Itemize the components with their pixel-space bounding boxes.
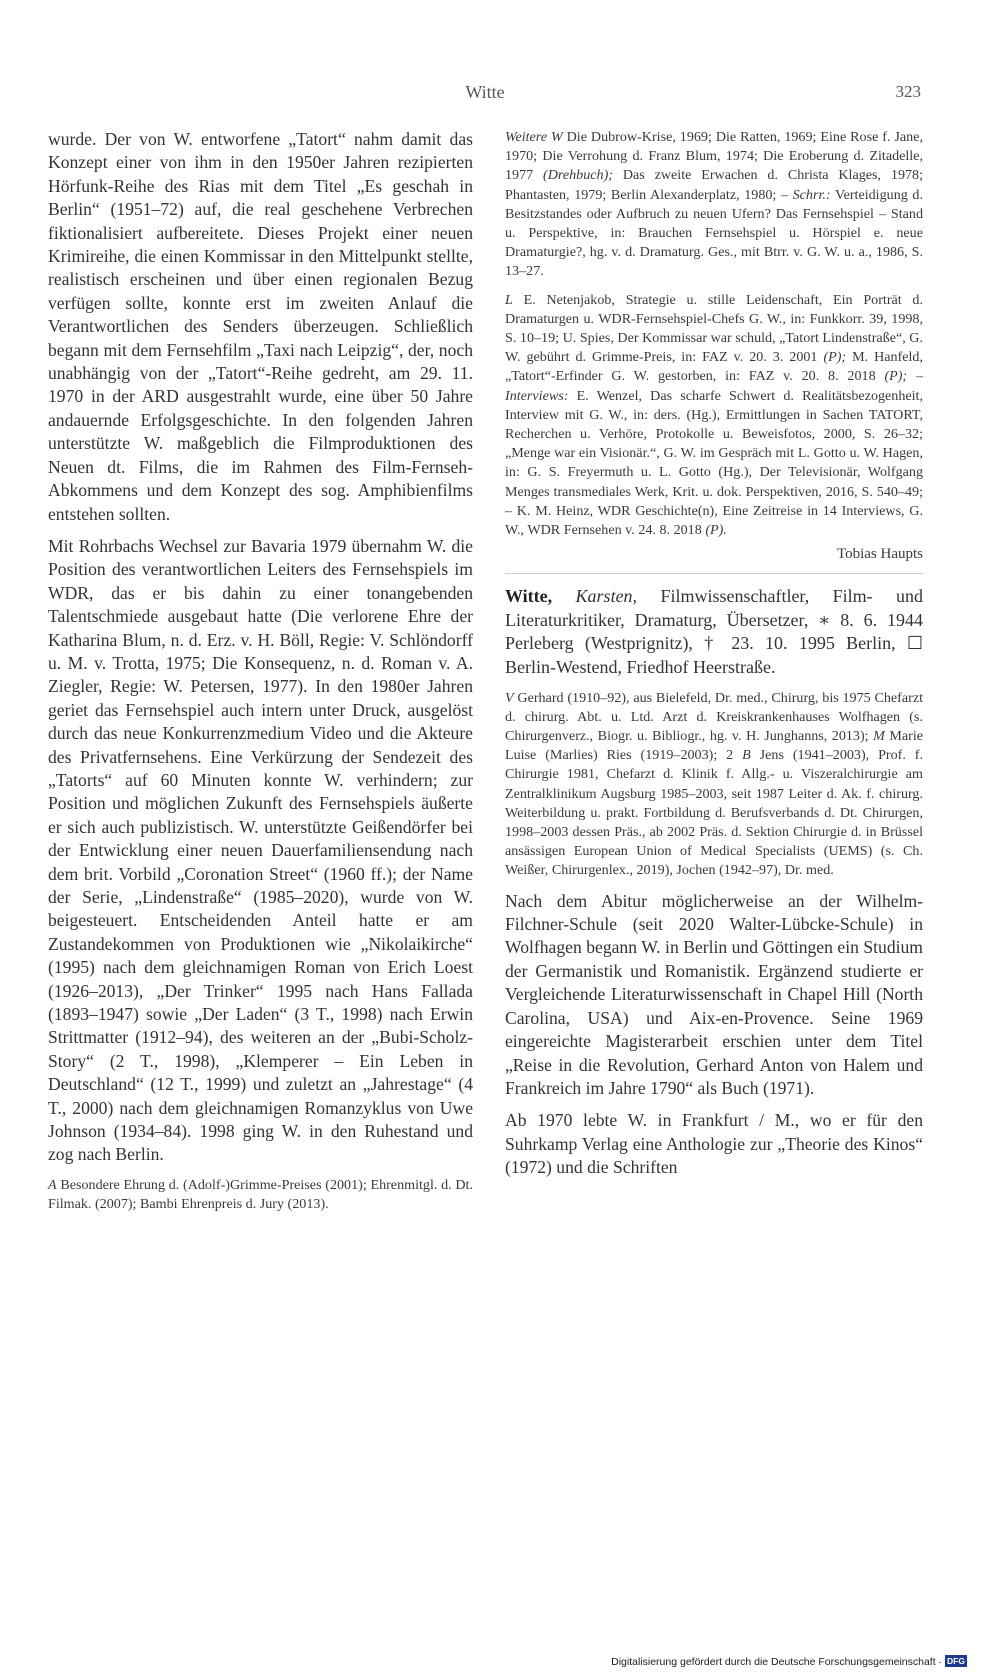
family-m-label: M xyxy=(873,728,885,745)
family-section xyxy=(505,689,923,881)
author-signature: Tobias Haupts xyxy=(836,546,923,563)
entry-heading xyxy=(505,585,923,679)
paragraph-education: Nach dem Abitur möglicherweise an der Wilhelm-Filchner-Schule (seit 2020 Walter-Lübcke-Schule) in Wolfhagen begann W. in Berlin und Göttingen ein Studium der Germanistik und Romanistik. Ergänzend studierte er Vergleichende Literaturwissenschaft in Chapel Hill (North Carolina, USA) und Aix-en-Provence. Seine 1969 eingereichte Magisterarbeit erschien unter dem Titel „Reise in die Revolution, Gerhard Anton von Halem und Frankreich im Jahre 1790“ als Buch (1971). xyxy=(505,890,923,1098)
literature-label: L xyxy=(505,291,513,308)
literature-p2: (P); xyxy=(884,368,908,385)
family-text-3: Jens (1941–2003), Prof. f. Chirurgie 1981, Chefarzt d. Klinik f. Allg.- u. Viszeralchirurgie am Zentralklinikum Augsburg 1985–2003, seit 1987 Leiter d. Ak. f. chirurg. Weiterbildung u. prakt. Fortbildung d. Berufsverbands d. Dt. Chirurgen, 1998–2003 dessen Präs., ab 2002 Präs. d. Sektion Chirurgie d. in Brüssel ansässigen European Union of Medical Specialists (UEMS) (s. Ch. Weißer, Chirurgenlex., 2019), Jochen (1942–97), Dr. med. xyxy=(505,747,924,879)
family-text-1: Gerhard (1910–92), aus Bielefeld, Dr. med., Chirurg, bis 1975 Chefarzt d. chirurg. Abt. u. Ltd. Arzt d. Kreiskrankenhauses Wolfhagen (s. Chirurgenverz., Biogr. u. Bibliogr., hg. v. H. Junghanns, 2013); xyxy=(505,689,923,745)
literature-dash: – xyxy=(915,368,923,385)
literature-interviews-label: Interviews: xyxy=(505,387,569,404)
entry-surname: Witte, xyxy=(505,586,553,607)
running-head: Witte xyxy=(465,82,505,102)
works-text-3: Verteidigung d. Besitzstandes oder Aufbruch zu neuen Ufern? Das Fernsehspiel – Stand u. Perspektive, in: Brauchen Fernsehspiel u. Hörspiel e. neue Dramaturgie?, hg. v. d. Dramaturg. Ges., mit Btrr. v. G. W. u. a., 1986, S. 13–27. xyxy=(505,186,923,280)
works-italic: (Drehbuch); xyxy=(543,167,613,184)
paragraph-tatort: wurde. Der von W. entworfene „Tatort“ nahm damit das Konzept einer von ihm in den 1950er Jahren rezipierten Hörfunk-Reihe des Rias mit dem Titel „Es geschah in Berlin“ (1951–72) auf, die real geschehene Verbrechen fiktionalisiert aufbereitete. Dieses Projekt einer neuen Krimireihe, die einen Kommissar in den Mittelpunkt stellte, realistisch erscheinen und über einen regionalen Bezug verfügen sollte, konnte erst im zweiten Anlauf die Verantwortlichen des Senders überzeugen. Schließlich begann mit dem Fernsehfilm „Taxi nach Leipzig“, der, noch unabhängig von der „Tatort“-Reihe gedreht, am 29. 11. 1970 in der ARD ausgestrahlt wurde, eine über 50 Jahre andauernde Erfolgsgeschichte. In den folgenden Jahren unterstützte W. maßgeblich die Filmproduktionen des Neuen dt. Films, die im Rahmen des Film-Fernseh-Abkommens und dem Konzept des sog. Amphibienfilms entstehen sollten. xyxy=(48,129,473,524)
digitization-credit xyxy=(611,1655,967,1668)
literature-p1: (P); xyxy=(823,349,847,366)
literature-text-1: E. Netenjakob, Strategie u. stille Leidenschaft, Ein Porträt d. Dramaturgen u. WDR-Fernsehspiel-Chefs G. W., in: Funkkorr. 39, 1998, S. 10–19; U. Spies, Der Kommissar war schuld, „Tatort Lindenstraße“, G. W. gebührt d. Grimme-Preis, in: FAZ v. 20. 3. 2001 xyxy=(505,291,923,366)
family-text-2: Marie Luise (Marlies) Ries (1919–2003); 2 xyxy=(505,728,923,764)
works-text-2: Das zweite Erwachen d. Christa Klages, 1978; Phantasten, 1979; Berlin Alexanderplatz, 1980; – xyxy=(505,167,923,203)
literature-p3: (P). xyxy=(705,522,727,539)
entry-forename: Karsten, xyxy=(575,586,638,607)
awards-text: Besondere Ehrung d. (Adolf-)Grimme-Preises (2001); Ehrenmitgl. d. Dt. Filmak. (2007); Bambi Ehrenpreis d. Jury (2013). xyxy=(48,1176,473,1213)
page-number: 323 xyxy=(895,82,921,101)
entry-divider xyxy=(505,573,923,574)
paragraph-frankfurt: Ab 1970 lebte W. in Frankfurt / M., wo er für den Suhrkamp Verlag eine Anthologie zur „Theorie des Kinos“ (1972) und die Schriften xyxy=(505,1110,923,1178)
credit-text: Digitalisierung gefördert durch die Deutsche Forschungsgemeinschaft · xyxy=(611,1656,943,1668)
literature-text-2: M. Hanfeld, „Tatort“-Erfinder G. W. gestorben, in: FAZ v. 20. 8. 2018 xyxy=(505,349,924,385)
works-schr-label: Schrr.: xyxy=(792,186,831,203)
left-column xyxy=(48,128,473,1214)
works-section xyxy=(505,128,923,282)
right-column xyxy=(505,128,923,1180)
literature-text-3: E. Wenzel, Das scharfe Schwert d. Realitätsbezogenheit, Interview mit G. W., in: ders. (Hg.), Ermittlungen in Sachen TATORT, Recherchen u. Verhöre, Protokolle u. Beweisfotos, 2000, S. 26–32; „Menge war ein Visionär.“, G. W. im Gespräch mit L. Gotto u. W. Hagen, in: G. S. Freyermuth u. L. Gotto (Hg.), Der Televisionär, Wolfgang Menges transmediales Werk, Krit. u. dok. Perspektiven, 2016, S. 540–49; – K. M. Heinz, WDR Geschichte(n), Eine Zeitreise in 14 Interviews, G. W., WDR Fernsehen v. 24. 8. 2018 xyxy=(505,387,923,539)
page-header xyxy=(47,82,923,106)
family-b-label: B xyxy=(742,747,751,764)
works-label: Weitere W xyxy=(505,129,563,145)
dfg-logo: DFG xyxy=(947,1656,965,1666)
awards-label: A xyxy=(48,1176,57,1193)
works-text-1: Die Dubrow-Krise, 1969; Die Ratten, 1969; Eine Rose f. Jane, 1970; Die Verrohung d. Franz Blum, 1974; Die Eroberung d. Zitadelle, 1977 xyxy=(505,129,923,184)
awards-section xyxy=(48,1176,473,1214)
paragraph-wdr-career: Mit Rohrbachs Wechsel zur Bavaria 1979 übernahm W. die Position des verantwortlichen Leiters des Fernsehspiels im WDR, das er bis dahin zu einer tonangebenden Talentschmiede ausgebaut hatte (Die verlorene Ehre der Katharina Blum, n. d. Erz. v. H. Böll, Regie: V. Schlöndorff u. M. v. Trotta, 1975; Die Konsequenz, n. d. Roman v. A. Ziegler, Regie: W. Petersen, 1977). In den 1980er Jahren geriet das Fernsehspiel auch intern unter Druck, ausgelöst durch das neue Konkurrenzmedium Video und die Akteure des Privatfernsehens. Eine Verkürzung der Sendezeit des „Tatorts“ auf 60 Minuten konnte W. verhindern; zur Position und möglichen Zukunft des Fernsehspiels äußerte er sich auch publizistisch. W. unterstützte Geißendörfer bei der Entwicklung einer neuen Dauerfamiliensendung nach dem brit. Vorbild „Coronation Street“ (1960 ff.); der Name der Serie, „Lindenstraße“ (1985–2020), wurde von W. beigesteuert. Entscheidenden Anteil hatte er am Zustandekommen von Produktionen wie „Nikolaikirche“ (1995) nach dem gleichnamigen Roman von Erich Loest (1926–2013), „Der Trinker“ 1995 nach Hans Fallada (1893–1947) sowie „Der Laden“ (3 T., 1998) nach Erwin Strittmatter (1912–94), des weiteren an der „Bubi-Scholz-Story“ (2 T., 1998), „Klemperer – Ein Leben in Deutschland“ (12 T., 1999) und zuletzt an „Jahrestage“ (4 T., 2000) nach dem gleichnamigen Romanzyklus von Uwe Johnson (1934–84). 1998 ging W. in den Ruhestand und zog nach Berlin. xyxy=(48,535,473,1165)
family-v-label: V xyxy=(505,689,514,706)
literature-section xyxy=(505,291,923,541)
entry-description: Filmwissenschaftler, Film- und Literaturkritiker, Dramaturg, Übersetzer, ∗ 8. 6. 1944 Perleberg (Westprignitz), † 23. 10. 1995 Berlin, ☐ Berlin-Westend, Friedhof Heerstraße. xyxy=(505,586,923,678)
